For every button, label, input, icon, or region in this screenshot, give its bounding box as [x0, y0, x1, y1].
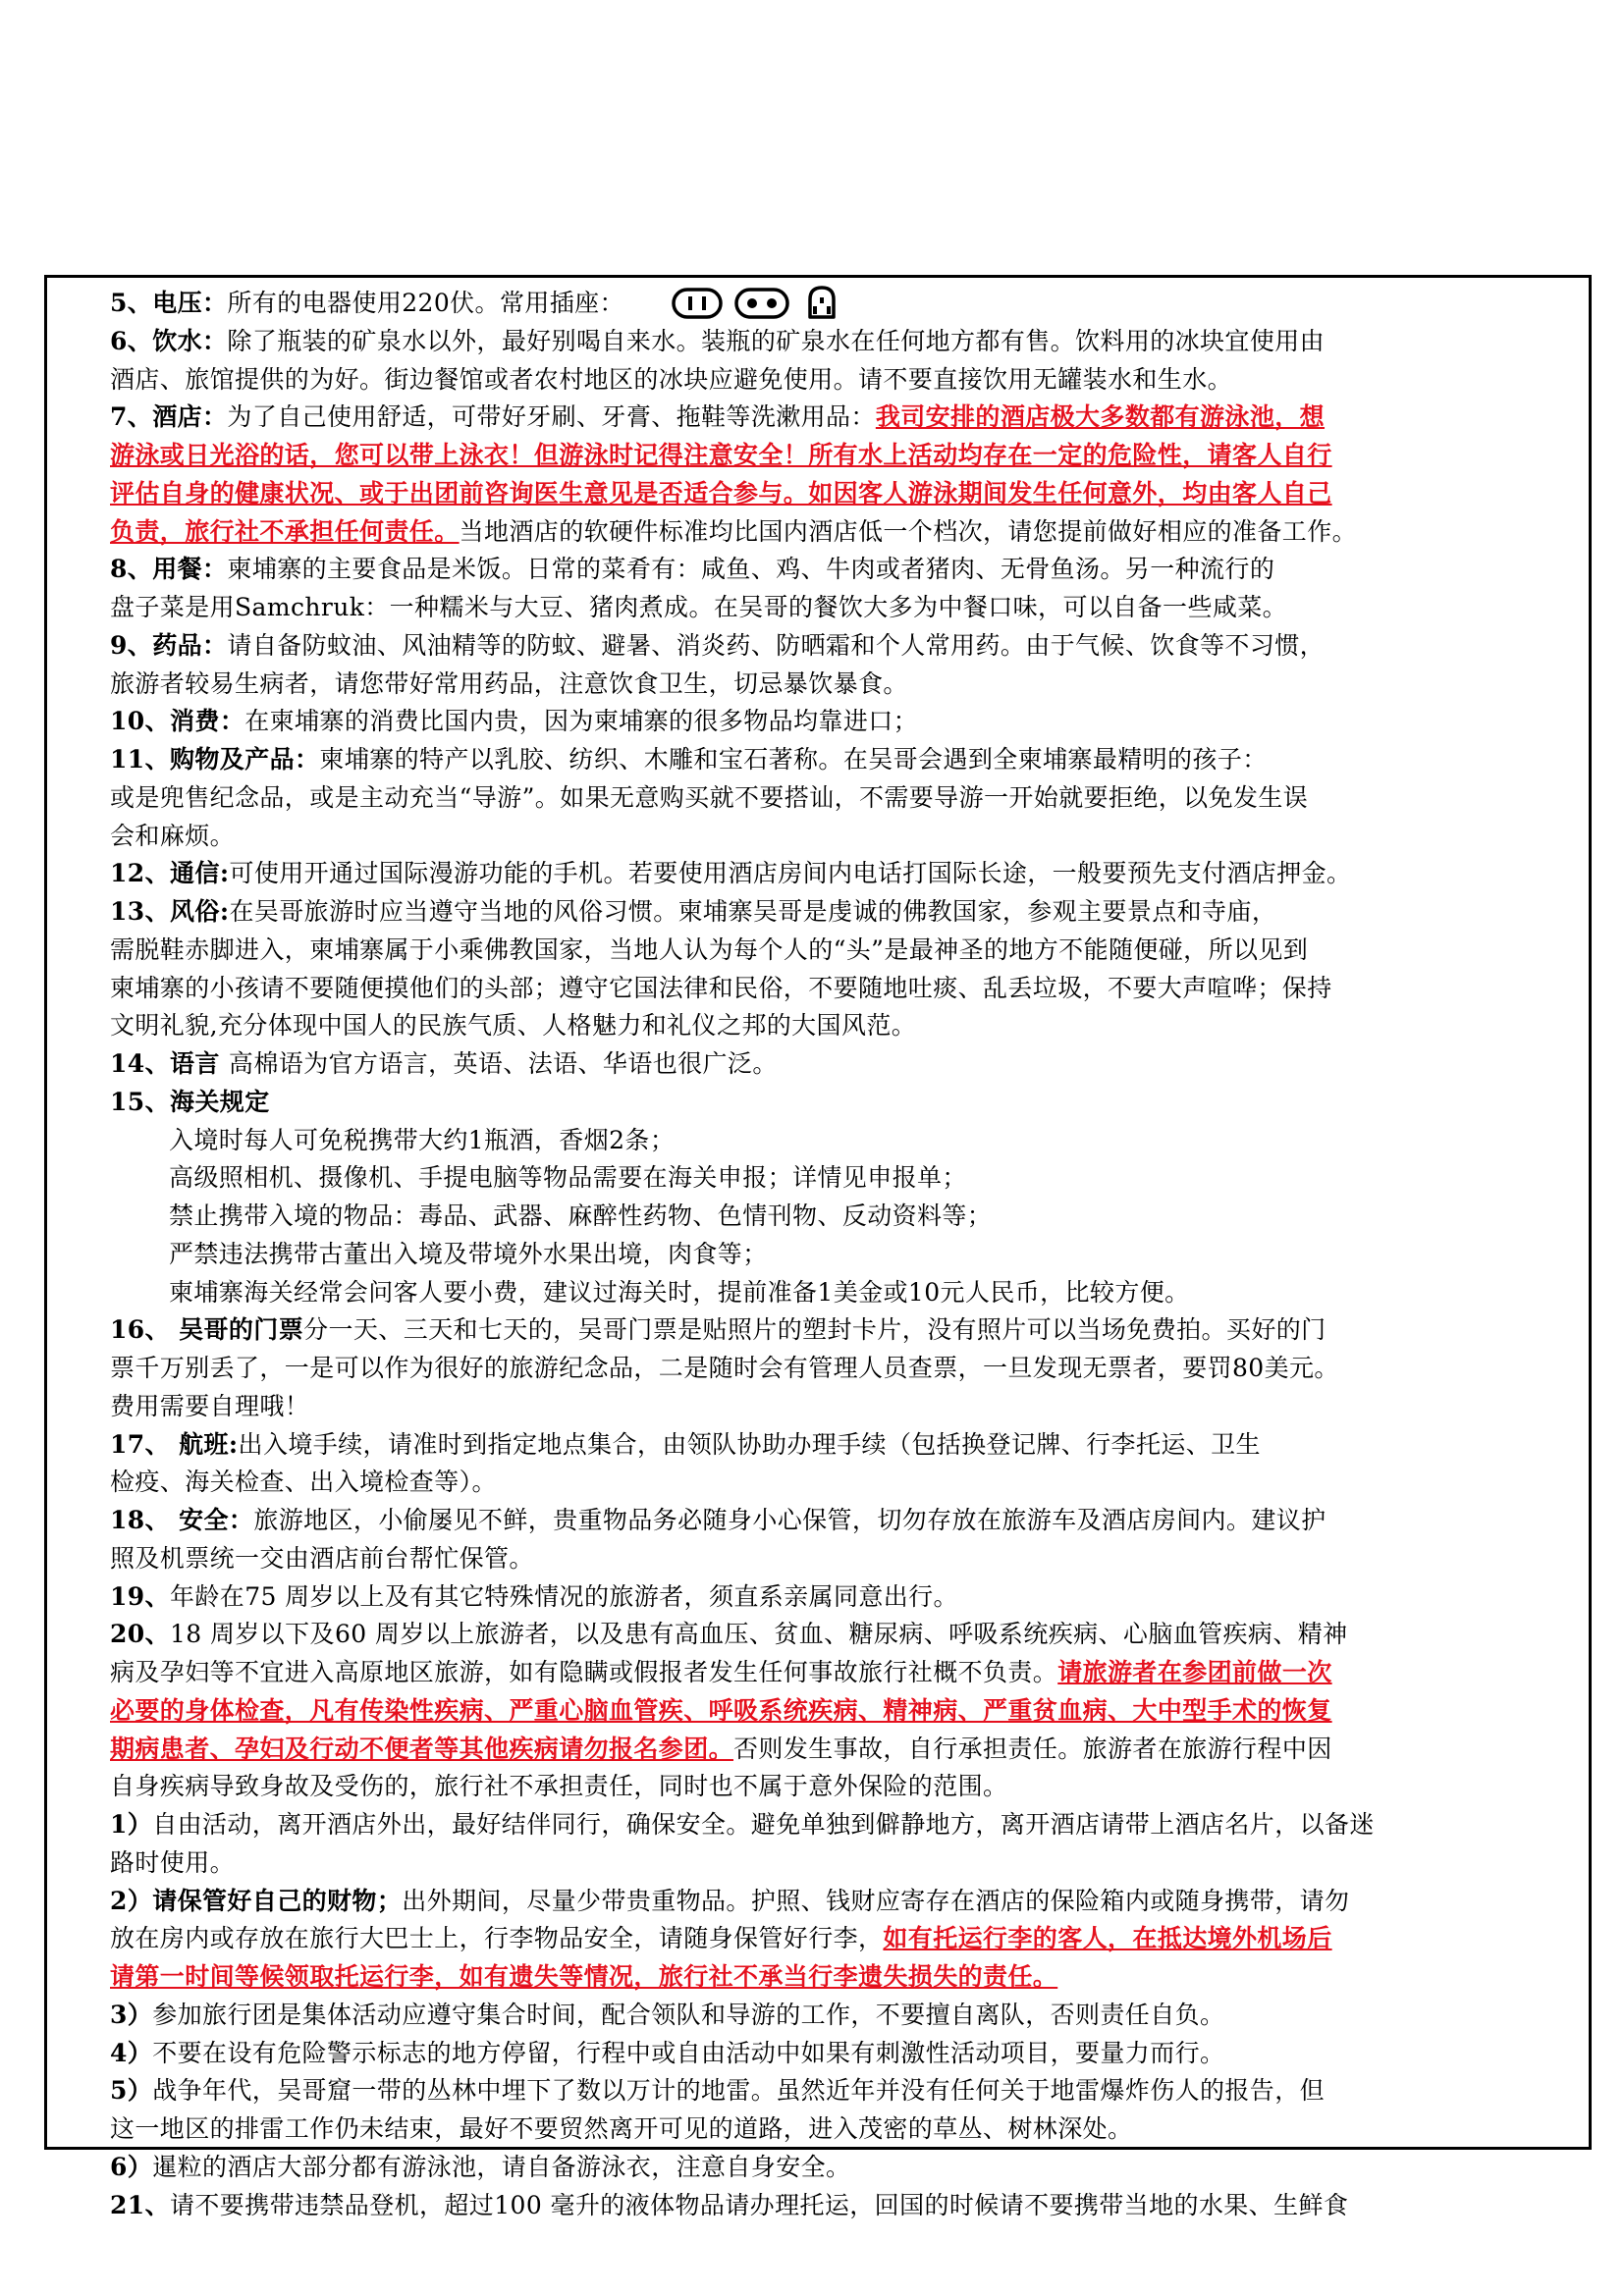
- body-text: 参加旅行团是集体活动应遵守集合时间，配合领队和导游的工作，不要擅自离队，否则责任自负。: [152, 2000, 1225, 2029]
- text-line: [169, 1274, 1190, 1311]
- body-text: 柬埔寨的主要食品是米饭。日常的菜肴有：咸鱼、鸡、牛肉或者猪肉、无骨鱼汤。另一种流行的: [227, 555, 1275, 584]
- text-line: [110, 1426, 1261, 1464]
- warning-text: 必要的身体检查，凡有传染性疾病、严重心脑血管疾、呼吸系统疾病、精神病、严重贫血病、大中型手术的恢复: [110, 1695, 1332, 1725]
- body-text: 会和麻烦。: [110, 821, 236, 850]
- body-text: 不要在设有危险警示标志的地方停留，行程中或自由活动中如果有刺激性活动项目，要量力而行。: [152, 2038, 1225, 2067]
- body-text: 战争年代，吴哥窟一带的丛林中埋下了数以万计的地雷。虽然近年并没有任何关于地雷爆炸伤人的报告，但: [152, 2076, 1326, 2106]
- item-number: 5）: [110, 2076, 153, 2106]
- text-line: [110, 1311, 1326, 1349]
- body-text: 文明礼貌,充分体现中国人的民族气质、人格魅力和礼仪之邦的大国风范。: [110, 1011, 917, 1041]
- body-text: 年龄在75 周岁以上及有其它特殊情况的旅游者，须直系亲属同意出行。: [170, 1581, 958, 1611]
- item-heading: 海关规定: [170, 1087, 270, 1116]
- text-line: [110, 551, 1274, 588]
- item-heading: 请保管好自己的财物: [152, 1886, 377, 1915]
- body-text: 柬埔寨的特产以乳胶、纺织、木雕和宝石著称。在吴哥会遇到全柬埔寨最精明的孩子：: [319, 745, 1268, 774]
- text-line: [110, 1768, 1007, 1805]
- text-line: [110, 1350, 1339, 1387]
- body-text: 盘子菜是用Samchruk：一种糯米与大豆、猪肉煮成。在吴哥的餐饮大多为中餐口味，可以自备一些咸菜。: [110, 593, 1288, 621]
- item-heading: 用餐: [152, 555, 203, 584]
- warning-text: 如有托运行李的客人，在抵达境外机场后: [883, 1924, 1332, 1953]
- text-line: [110, 2035, 1224, 2072]
- item-number: 7、: [110, 402, 153, 432]
- warning-text: 请第一时间等候领取托运行李，如有遗失等情况，旅行社不承当行李遗失损失的责任。: [110, 1962, 1058, 1991]
- item-heading: 语言: [170, 1049, 220, 1078]
- warning-text: 评估自身的健康状况、或于出团前咨询医生意见是否适合参与。如因客人游泳期间发生任何意外，均由客人自己: [110, 478, 1332, 507]
- item-number: 6）: [110, 2152, 153, 2181]
- item-number: 11、: [110, 745, 170, 774]
- text-line: [110, 1578, 958, 1616]
- body-text: 旅游地区，小偷屡见不鲜，贵重物品务必随身小心保管，切勿存放在旅游车及酒店房间内。建议护: [253, 1506, 1326, 1534]
- body-text: 票千万别丢了，一是可以作为很好的旅游纪念品，二是随时会有管理人员查票，一旦发现无票者，要罚80美元。: [110, 1354, 1339, 1382]
- text-line: [169, 1122, 675, 1159]
- text-line: [110, 1692, 1332, 1730]
- text-line: [110, 1616, 1348, 1653]
- body-text: 出外期间，尽量少带贵重物品。护照、钱财应寄存在酒店的保险箱内或随身携带，请勿: [402, 1886, 1350, 1915]
- text-line: [110, 1540, 534, 1577]
- two-pin-socket-icon: [674, 290, 721, 317]
- text-line: [110, 323, 1325, 360]
- warning-text: 游泳或日光浴的话，您可以带上泳衣！但游泳时记得注意安全！所有水上活动均存在一定的危险性，请客人自行: [110, 441, 1332, 469]
- heading-separator: :: [228, 1429, 239, 1459]
- text-line: [110, 399, 1325, 436]
- body-text: 在吴哥旅游时应当遵守当地的风俗习惯。柬埔寨吴哥是虔诚的佛教国家，参观主要景点和寺庙，: [229, 897, 1277, 926]
- text-line: [110, 893, 1276, 931]
- text-line: [110, 627, 1325, 665]
- item-number: 8、: [110, 555, 153, 584]
- text-line: [110, 1958, 1057, 1996]
- body-text: 高级照相机、摄像机、手提电脑等物品需要在海关申报；详情见申报单；: [169, 1163, 967, 1193]
- warning-text: 期病患者、孕妇及行动不便者等其他疾病请勿报名参团。: [110, 1734, 734, 1763]
- text-line: [110, 2149, 850, 2186]
- body-text: 这一地区的排雷工作仍未结束，最好不要贸然离开可见的道路，进入茂密的草丛、树林深处。: [110, 2114, 1133, 2143]
- body-text: 请自备防蚊油、风油精等的防蚊、避暑、消炎药、防晒霜和个人常用药。由于气候、饮食等不习惯，: [227, 630, 1326, 660]
- item-number: 12、: [110, 859, 170, 888]
- text-line: [110, 2187, 1348, 2224]
- item-heading: 消费: [170, 707, 220, 736]
- text-line: [110, 589, 1287, 626]
- warning-text: 负责，旅行社不承担任何责任。: [110, 516, 460, 546]
- body-text: 路时使用。: [110, 1847, 236, 1877]
- text-line: [110, 2110, 1132, 2148]
- text-line: [110, 1084, 270, 1121]
- warning-text: 我司安排的酒店极大多数都有游泳池，想: [875, 402, 1326, 432]
- heading-separator: ：: [202, 630, 228, 660]
- text-line: [110, 437, 1332, 474]
- body-text: 自身疾病导致身故及受伤的，旅行社不承担责任，同时也不属于意外保险的范围。: [110, 1772, 1008, 1801]
- body-text: 高棉语为官方语言，英语、法语、华语也很广泛。: [228, 1049, 778, 1078]
- text-line: [110, 970, 1332, 1007]
- text-line: [110, 855, 1351, 892]
- text-line: [110, 1045, 778, 1083]
- text-line: [169, 1236, 768, 1273]
- text-line: [110, 1731, 1332, 1768]
- heading-separator: ：: [202, 326, 228, 355]
- item-number: 19、: [110, 1581, 170, 1611]
- item-heading: 通信: [170, 859, 220, 888]
- text-line: [110, 741, 1268, 778]
- heading-separator: [220, 1049, 229, 1078]
- body-text: 柬埔寨的小孩请不要随便摸他们的头部；遵守它国法律和民俗，不要随地吐痰、乱丢垃圾，不要大声喧哗；保持: [110, 973, 1332, 1002]
- item-heading: 吴哥的门票: [170, 1315, 304, 1345]
- heading-separator: ：: [219, 707, 245, 736]
- body-text: 分一天、三天和七天的，吴哥门票是贴照片的塑封卡片，没有照片可以当场免费拍。买好的门: [303, 1315, 1326, 1345]
- body-text: 禁止携带入境的物品：毒品、武器、麻醉性药物、色情刊物、反动资料等；: [169, 1201, 993, 1230]
- body-text: 请不要携带违禁品登机，超过100 毫升的液体物品请办理托运，回国的时候请不要携带当地的水果、生鲜食: [170, 2190, 1349, 2219]
- heading-separator: ；: [376, 1886, 403, 1915]
- item-heading: 风俗: [170, 897, 220, 926]
- socket-icons: [672, 286, 853, 321]
- body-text: 可使用开通过国际漫游功能的手机。若要使用酒店房间内电话打国际长途，一般要预先支付酒店押金。: [229, 859, 1352, 888]
- item-number: 15、: [110, 1087, 170, 1116]
- item-number: 4）: [110, 2038, 153, 2067]
- item-heading: 药品: [152, 630, 203, 660]
- heading-separator: ：: [295, 745, 320, 774]
- item-number: 3）: [110, 2000, 153, 2029]
- round-pin-socket-icon: [736, 290, 787, 317]
- body-text: 照及机票统一交由酒店前台帮忙保管。: [110, 1543, 534, 1573]
- body-text: 为了自己使用舒适，可带好牙刷、牙膏、拖鞋等洗漱用品：: [227, 402, 876, 432]
- body-text: 严禁违法携带古董出入境及带境外水果出境，肉食等；: [169, 1239, 768, 1268]
- text-line: [110, 2072, 1325, 2109]
- body-text: 出入境手续，请准时到指定地点集合，由领队协助办理手续（包括换登记牌、行李托运、卫生: [238, 1429, 1261, 1459]
- body-text: 否则发生事故，自行承担责任。旅游者在旅游行程中因: [733, 1734, 1332, 1763]
- item-heading: 饮水: [152, 326, 203, 355]
- item-number: 14、: [110, 1049, 170, 1078]
- body-text: 放在房内或存放在旅行大巴士上，行李物品安全，请随身保管好行李，: [110, 1924, 884, 1953]
- text-line: [110, 1464, 497, 1501]
- item-number: 21、: [110, 2190, 170, 2219]
- item-heading: 安全: [170, 1506, 229, 1534]
- item-number: 2）: [110, 1886, 153, 1915]
- body-text: 需脱鞋赤脚进入，柬埔寨属于小乘佛教国家，当地人认为每个人的“头”是最神圣的地方不能随便碰，所以见到: [110, 934, 1309, 964]
- heading-separator: ：: [202, 555, 228, 584]
- text-line: [110, 932, 1308, 969]
- item-heading: 电压: [152, 289, 203, 317]
- item-number: 17、: [110, 1429, 170, 1459]
- heading-separator: :: [219, 897, 230, 926]
- heading-separator: ：: [228, 1506, 254, 1534]
- body-text: 旅游者较易生病者，请您带好常用药品，注意饮食卫生，切忌暴饮暴食。: [110, 668, 908, 698]
- item-heading: 酒店: [152, 402, 203, 432]
- item-number: 20、: [110, 1620, 170, 1649]
- body-text: 费用需要自理哦！: [110, 1391, 310, 1420]
- body-text: 自由活动，离开酒店外出，最好结伴同行，确保安全。避免单独到僻静地方，离开酒店请带上酒店名片，以备迷: [152, 1810, 1375, 1839]
- body-text: 或是兜售纪念品，或是主动充当“导游”。如果无意购买就不要搭讪，不需要导游一开始就要拒绝，以免发生误: [110, 782, 1309, 812]
- item-number: 5、: [110, 289, 153, 317]
- body-text: 在柬埔寨的消费比国内贵，因为柬埔寨的很多物品均靠进口；: [244, 707, 919, 736]
- text-line: [110, 1883, 1349, 1920]
- item-heading: 购物及产品: [170, 745, 296, 774]
- text-line: [169, 1159, 967, 1197]
- text-line: [110, 1844, 235, 1882]
- item-number: 6、: [110, 326, 153, 355]
- item-number: 1）: [110, 1810, 153, 1839]
- text-line: [110, 703, 918, 740]
- body-text: 病及孕妇等不宜进入高原地区旅游，如有隐瞒或假报者发生任何事故旅行社概不负责。: [110, 1658, 1058, 1686]
- heading-separator: :: [219, 859, 230, 888]
- body-text: 当地酒店的软硬件标准均比国内酒店低一个档次，请您提前做好相应的准备工作。: [459, 516, 1358, 546]
- text-line: [169, 1198, 992, 1235]
- warning-text: 请旅游者在参团前做一次: [1057, 1658, 1332, 1686]
- item-number: 16、: [110, 1315, 170, 1345]
- item-number: 9、: [110, 630, 153, 660]
- text-line: [110, 779, 1308, 817]
- body-text: 酒店、旅馆提供的为好。街边餐馆或者农村地区的冰块应避免使用。请不要直接饮用无罐装水和生水。: [110, 364, 1233, 394]
- item-number: 18、: [110, 1506, 170, 1534]
- text-line: [110, 1388, 309, 1425]
- body-text: 柬埔寨海关经常会问客人要小费，建议过海关时，提前准备1美金或10元人民币，比较方便。: [169, 1277, 1190, 1307]
- text-line: [110, 285, 624, 322]
- body-text: 18 周岁以下及60 周岁以上旅游者，以及患有高血压、贫血、糖尿病、呼吸系统疾病、心脑血管疾病、精神: [170, 1620, 1348, 1649]
- text-line: [110, 818, 235, 855]
- three-pin-socket-icon: [810, 288, 834, 317]
- text-line: [110, 1502, 1326, 1539]
- body-text: 所有的电器使用220伏。常用插座：: [227, 289, 624, 317]
- text-line: [110, 1007, 916, 1044]
- item-number: 10、: [110, 707, 170, 736]
- text-line: [110, 361, 1232, 399]
- text-line: [110, 1920, 1332, 1957]
- body-text: 检疫、海关检查、出入境检查等）。: [110, 1468, 497, 1497]
- text-line: [110, 1997, 1224, 2034]
- item-heading: 航班: [170, 1429, 229, 1459]
- text-line: [110, 1654, 1332, 1691]
- text-line: [110, 475, 1332, 512]
- text-line: [110, 666, 908, 703]
- heading-separator: ：: [202, 402, 228, 432]
- body-text: 除了瓶装的矿泉水以外，最好别喝自来水。装瓶的矿泉水在任何地方都有售。饮料用的冰块宜使用由: [227, 326, 1326, 355]
- body-text: 暹粒的酒店大部分都有游泳池，请自备游泳衣，注意自身安全。: [152, 2152, 851, 2181]
- text-line: [110, 1806, 1375, 1843]
- heading-separator: ：: [202, 289, 228, 317]
- body-text: 入境时每人可免税携带大约1瓶酒，香烟2条；: [169, 1125, 676, 1154]
- item-number: 13、: [110, 897, 170, 926]
- text-line: [110, 513, 1357, 551]
